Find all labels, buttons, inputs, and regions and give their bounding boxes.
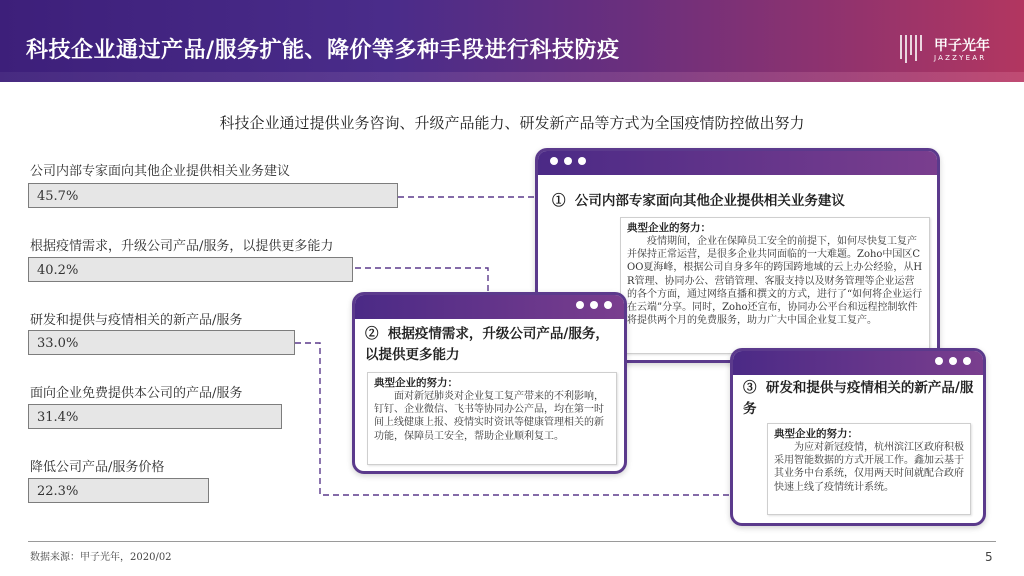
card-example-box-1 [620, 217, 930, 354]
category-label: 研发和提供与疫情相关的新产品/服务 [30, 313, 243, 328]
bar-value-label: 22.3% [37, 484, 79, 499]
data-source: 数据来源：甲子光年，2020/02 [30, 552, 172, 563]
card-header-bar [538, 151, 937, 175]
bar-value-label: 40.2% [37, 263, 79, 278]
logo-text-en: JAZZYEAR [934, 54, 987, 62]
card-header-bar [355, 295, 624, 319]
bar-value-label: 31.4% [37, 410, 79, 425]
category-label: 公司内部专家面向其他企业提供相关业务建议 [30, 164, 291, 179]
example-heading: 典型企业的努力： [774, 428, 858, 440]
example-text: 为应对新冠疫情，杭州滨江区政府积极采用智能数据的方式开展工作。鑫加云基于其业务中台系统，仅用两天时间就配合政府快速上线了疫情统计系统。 [774, 442, 964, 493]
example-heading: 典型企业的努力： [627, 222, 711, 234]
example-card-3 [730, 348, 986, 526]
card-title-3: ③ 研发和提供与疫情相关的新产品/服务 [743, 380, 974, 417]
example-card-2 [352, 292, 627, 474]
card-header-bar [733, 351, 983, 375]
bar-value-label: 45.7% [37, 189, 79, 204]
window-dots-icon [935, 357, 971, 365]
category-label: 根据疫情需求，升级公司产品/服务，以提供更多能力 [30, 239, 334, 254]
bar-value-label: 33.0% [37, 336, 79, 351]
logo-text-cn: 甲子光年 [934, 38, 990, 54]
page-title: 科技企业通过产品/服务扩能、降价等多种手段进行科技防疫 [26, 37, 620, 63]
category-label: 面向企业免费提供本公司的产品/服务 [30, 386, 243, 401]
card-title-1: ① 公司内部专家面向其他企业提供相关业务建议 [552, 193, 845, 209]
page-number: 5 [985, 550, 993, 564]
category-label: 降低公司产品/服务价格 [30, 460, 165, 475]
example-text: 疫情期间，企业在保障员工安全的前提下，如何尽快复工复产并保持正常运营，是很多企业共同面临的一大难题。Zoho中国区COO夏海峰，根据公司自身多年的跨国跨地域的云上办公经验，从HR管理、协同办公、营销管理、客服支持以及财务管理等企业运营的各个方面，通过网络直播和撰文的方式，进行了“如何将企业运行在云端”分享。同时，Zoho还宣布，协同办公平台和远程控制软件将提供两个月的免费服务，助力广大中国企业复工复产。 [627, 236, 923, 327]
footer-divider [28, 541, 996, 542]
card-example-box-2 [367, 372, 617, 465]
card-title-2: ② 根据疫情需求，升级公司产品/服务，以提供更多能力 [365, 326, 609, 363]
card-example-box-3 [767, 423, 971, 515]
example-text: 面对新冠肺炎对企业复工复产带来的不利影响，钉钉、企业微信、飞书等协同办公产品，均在第一时间上线健康上报、疫情实时资讯等健康管理相关的新功能，保障员工安全，帮助企业顺利复工。 [374, 391, 604, 442]
example-heading: 典型企业的努力： [374, 377, 458, 389]
window-dots-icon [550, 157, 586, 165]
chart-subtitle: 科技企业通过提供业务咨询、升级产品能力、研发新产品等方式为全国疫情防控做出努力 [219, 114, 805, 132]
window-dots-icon [576, 301, 612, 309]
